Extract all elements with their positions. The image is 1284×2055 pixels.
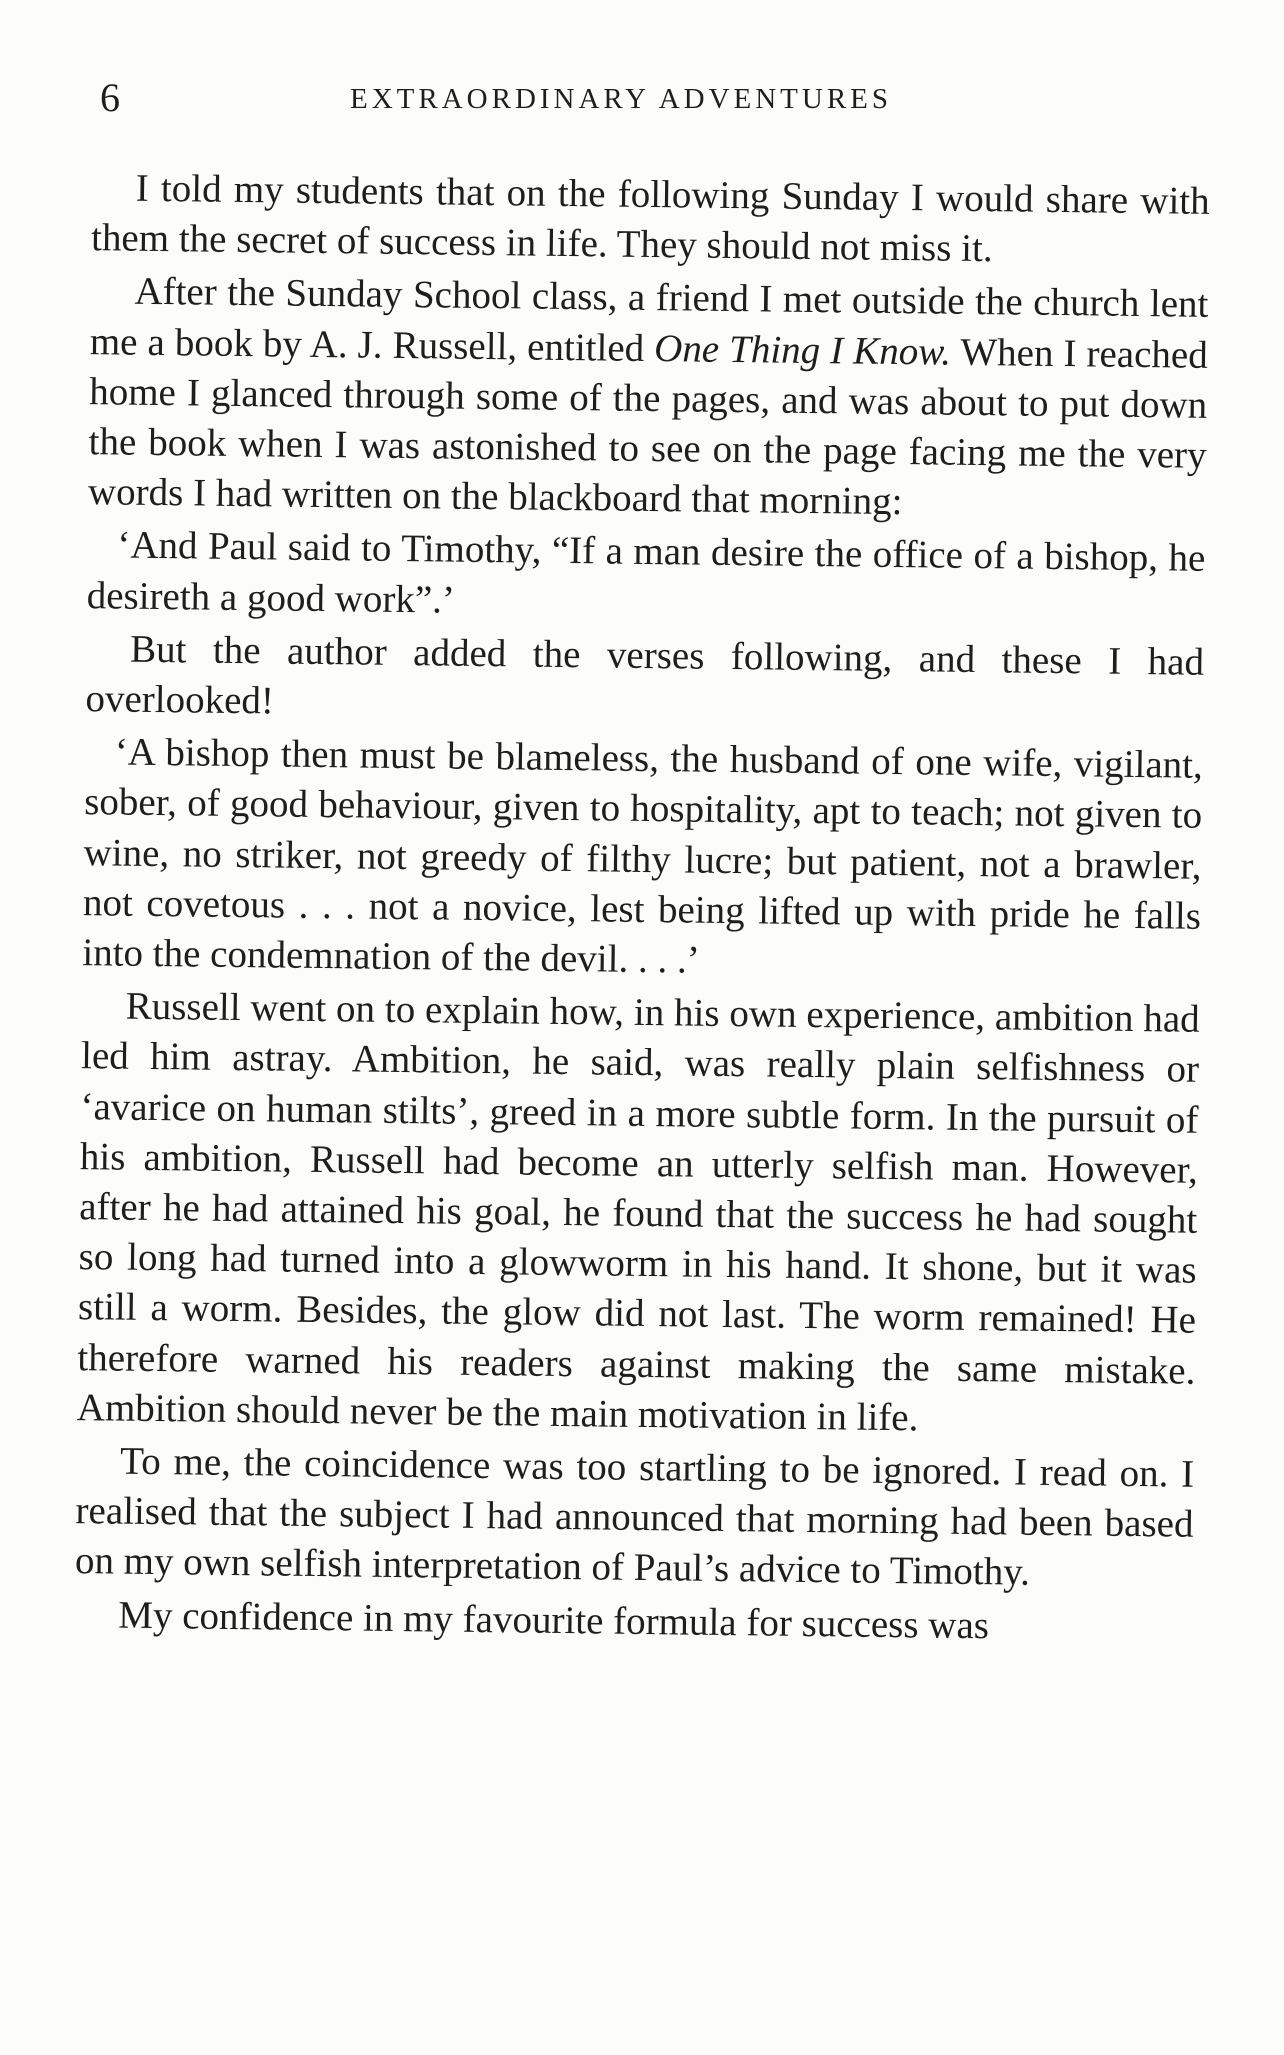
paragraph-2-before: After the Sunday School class, a friend I met outside the church lent me a book by A. J. Russell, entitled: [89, 270, 1209, 370]
paragraph-2-after: When I reached home I glanced through some of the pages, and was about to put down the book when I was astonished to see on the page facing me the very words I had written on the blackboard that morning:: [87, 330, 1209, 524]
book-title: One Thing I Know.: [653, 326, 952, 374]
running-title: EXTRAORDINARY ADVENTURES: [350, 83, 893, 115]
paragraph-1: I told my students that on the following Sunday I would share with them the secret of success in life. They should not miss it.: [90, 166, 1210, 271]
paragraph-8: My confidence in my favourite formula for success was: [118, 1593, 990, 1647]
paragraph-7: To me, the coincidence was too startling to be ignored. I read on. I realised that the subject I had announced that morning had been based on my own selfish interpretation of Paul’s advice to Timothy.: [74, 1439, 1195, 1595]
body-text: [74, 163, 1210, 1656]
paragraph-3: ‘And Paul said to Timothy, “If a man desire the office of a bishop, he desireth a good work”.’: [86, 523, 1206, 622]
paragraph-4: But the author added the verses following, and these I had overlooked!: [85, 627, 1205, 723]
page-number: 6: [100, 75, 120, 120]
paragraph-2: [88, 267, 1209, 532]
page-header: [100, 68, 1210, 128]
paragraph-6: Russell went on to explain how, in his own experience, ambition had led him astray. Ambition, he said, was really plain selfishness or ‘avarice on human stilts’, greed in a more subtle form. In the pursuit of his ambition, Russell had become an utterly selfish man. However, after he had attained his goal, he found that the success he had sought so long had turned into a glowworm in his hand. It shone, but it was still a worm. Besides, the glow did not last. The worm remained! He therefore warned his readers against making the same mistake. Ambition should never be the main motivation in life.: [76, 984, 1200, 1440]
paragraph-5: ‘A bishop then must be blameless, the husband of one wife, vigilant, sober, of good behaviour, given to hospitality, apt to teach; not given to wine, no striker, not greedy of filthy lucre; but patient, not a brawler, not covetous . . . not a novice, lest being lifted up with pride he falls into the condemnation of the devil. . . .’: [82, 730, 1204, 982]
